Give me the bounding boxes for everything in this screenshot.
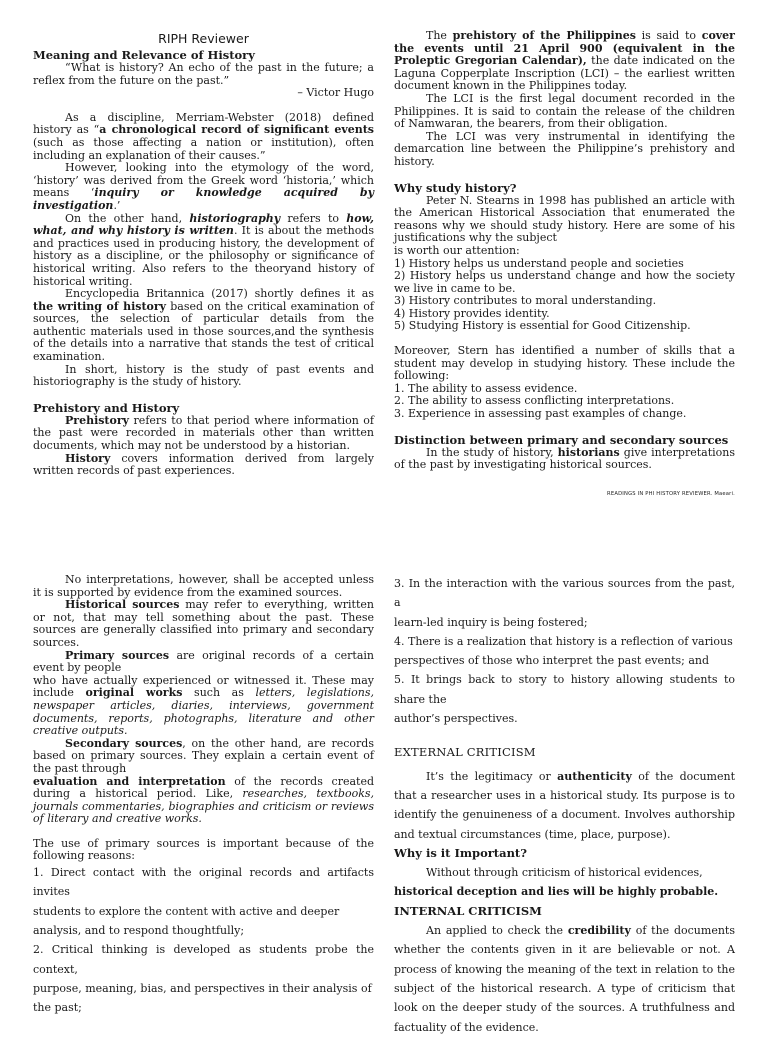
paragraph-use-primary: The use of primary sources is important because of the following reasons: bbox=[33, 836, 374, 863]
paragraph-internal-criticism: An applied to check the credibility of the documents whether the contents given in it are believable or not. A process of knowing the meaning of the text in relation to the subject of the historical research. A type of criticism that look on the deeper study of the sources. A truthfulness and factuality of the evidence. bbox=[394, 924, 735, 1034]
reason-line: 2. Critical thinking is developed as students probe the context, bbox=[33, 943, 374, 976]
reason-line: 4. There is a realization that history is a reflection of various bbox=[394, 634, 733, 648]
reason-item: 2) History helps us understand change and how the society we live in came to be. bbox=[394, 269, 735, 295]
paragraph-secondary-sources-cont: evaluation and interpretation of the records created during a historical period. Like, researches, textbooks, journals commentaries, biographies and criticism or reviews of literary and creative works. bbox=[33, 774, 374, 826]
paragraph-skills: Moreover, Stern has identified a number of skills that a student may develop in studying history. These include the following: bbox=[394, 344, 735, 383]
quote-author: – Victor Hugo bbox=[297, 86, 374, 100]
skill-item: 2. The ability to assess conflicting interpretations. bbox=[394, 394, 675, 408]
column-3 bbox=[33, 574, 374, 1017]
paragraph-primary-sources: Primary sources are original records of a certain event by people bbox=[33, 648, 374, 675]
heading-why-study-history: Why study history? bbox=[394, 180, 517, 195]
hugo-quote: “What is history? An echo of the past in the future; a reflex from the future on the past.” bbox=[33, 61, 374, 87]
reason-line: students to explore the content with active and deeper bbox=[33, 904, 340, 918]
paragraph-historians: In the study of history, historians give interpretations of the past by investigating historical sources. bbox=[394, 445, 736, 472]
paragraph-external-criticism: It’s the legitimacy or authenticity of the document that a researcher uses in a historical study. Its purpose is to identify the genuineness of a document. Involves authorship and textual circumstances (time, place, purpose). bbox=[394, 769, 735, 841]
heading-meaning-relevance: Meaning and Relevance of History bbox=[33, 48, 255, 62]
heading-prehistory-history: Prehistory and History bbox=[33, 400, 180, 415]
skill-item: 1. The ability to assess evidence. bbox=[394, 381, 578, 395]
reason-line: author’s perspectives. bbox=[394, 712, 518, 726]
paragraph-worth-attention: is worth our attention: bbox=[394, 243, 520, 257]
paragraph-prehistory: Prehistory refers to that period where information of the past were recorded in materials other than written documents, which may not be understood by a historian. bbox=[33, 413, 374, 453]
column-2 bbox=[394, 30, 735, 500]
reasons-list-1 bbox=[33, 863, 374, 1017]
skill-item: 3. Experience in assessing past examples of change. bbox=[394, 407, 687, 421]
paragraph-in-short: In short, history is the study of past events and historiography is the study of history. bbox=[33, 362, 374, 389]
reason-line: learn-led inquiry is being fostered; bbox=[394, 615, 588, 629]
paragraph-history: History covers information derived from largely written records of past experiences. bbox=[33, 451, 374, 478]
paragraph-without-criticism: Without through criticism of historical evidences, bbox=[426, 866, 703, 880]
reason-line: analysis, and to respond thoughtfully; bbox=[33, 923, 245, 937]
paragraph-primary-sources-cont: who have actually experienced or witnessed it. These may include original works such as letters, legislations, newspaper articles, diaries, interviews, government documents, reports, photographs, literature and other creative outputs. bbox=[33, 673, 375, 738]
paragraph-philippine-prehistory: The prehistory of the Philippines is said to cover the events until 21 April 900 (equivalent in the Proleptic Gregorian Calendar), the date indicated on the Laguna Copperplate Inscription (LCI) – the earliest written document known in the Philippines today. bbox=[394, 29, 735, 93]
reason-item: 1) History helps us understand people and societies bbox=[394, 256, 684, 270]
paragraph-lci-demarcation: The LCI was very instrumental in identifying the demarcation line between the Philippine’s prehistory and history. bbox=[394, 129, 735, 168]
paragraph-historiography: On the other hand, historiography refers to how, what, and why history is written. It is about the methods and practices used in producing history, the development of history as a discipline, or the philosophy or significance of historical writing. Also refers to the theoryand history of historical writing. bbox=[33, 211, 375, 288]
heading-primary-secondary: Distinction between primary and secondary sources bbox=[394, 432, 729, 447]
document-title: RIPH Reviewer bbox=[158, 31, 249, 46]
heading-why-important: Why is it Important? bbox=[394, 845, 527, 860]
paragraph-stearns: Peter N. Stearns in 1998 has published an article with the American Historical Association that enumerated the reasons why we should study history. Here are some of his justifications why the subject bbox=[394, 193, 735, 245]
reason-item: 5) Studying History is essential for Good Citizenship. bbox=[394, 319, 691, 333]
reason-line: 3. In the interaction with the various sources from the past, a bbox=[394, 577, 735, 610]
paragraph-lci-legal: The LCI is the first legal document recorded in the Philippines. It is said to contain the release of the children of Namwaran, the bearers, from their obligation. bbox=[394, 91, 735, 131]
heading-external-criticism: EXTERNAL CRITICISM bbox=[394, 745, 536, 760]
column-1 bbox=[33, 32, 374, 478]
paragraph-merriam-webster: As a discipline, Merriam-Webster (2018) defined history as “a chronological record of significant events (such as those affecting a nation or institution), often including an explanation of their causes.” bbox=[33, 110, 375, 162]
paragraph-no-interpretations: No interpretations, however, shall be accepted unless it is supported by evidence from the examined sources. bbox=[33, 573, 374, 599]
reason-item: 4) History provides identity. bbox=[394, 306, 550, 320]
footer-note: READINGS IN PHI HISTORY REVIEWER. Maeari. bbox=[607, 490, 735, 497]
reason-line: 5. It brings back to story to history allowing students to share the bbox=[394, 673, 735, 706]
heading-internal-criticism: INTERNAL CRITICISM bbox=[394, 903, 542, 918]
paragraph-secondary-sources: Secondary sources, on the other hand, are records based on primary sources. They explain a certain event of the past through bbox=[33, 736, 374, 775]
bold-chronological-record: a chronological record of significant events bbox=[99, 123, 375, 137]
reason-line: perspectives of those who interpret the past events; and bbox=[394, 654, 710, 668]
bold-historical-deception: historical deception and lies will be highly probable. bbox=[394, 885, 719, 899]
paragraph-britannica: Encyclopedia Britannica (2017) shortly defines it as the writing of history based on the critical examination of sources, the selection of particular details from the authentic materials used in those sources,and the synthesis of the details into a narrative that stands the test of critical examination. bbox=[33, 287, 374, 364]
reason-item: 3) History contributes to moral understanding. bbox=[394, 294, 657, 308]
reason-line: 1. Direct contact with the original records and artifacts invites bbox=[33, 866, 374, 899]
column-4 bbox=[394, 574, 735, 1037]
paragraph-etymology: However, looking into the etymology of the word, ‘history’ was derived from the Greek word ‘historia,’ which means ‘inquiry or knowledge acquired by investigation.’ bbox=[33, 161, 374, 212]
reason-line: the past; bbox=[33, 1001, 82, 1015]
paragraph-historical-sources: Historical sources may refer to everything, written or not, that may tell something about the past. These sources are generally classified into primary and secondary sources. bbox=[33, 598, 374, 649]
reason-line: purpose, meaning, bias, and perspectives in their analysis of bbox=[33, 981, 372, 995]
